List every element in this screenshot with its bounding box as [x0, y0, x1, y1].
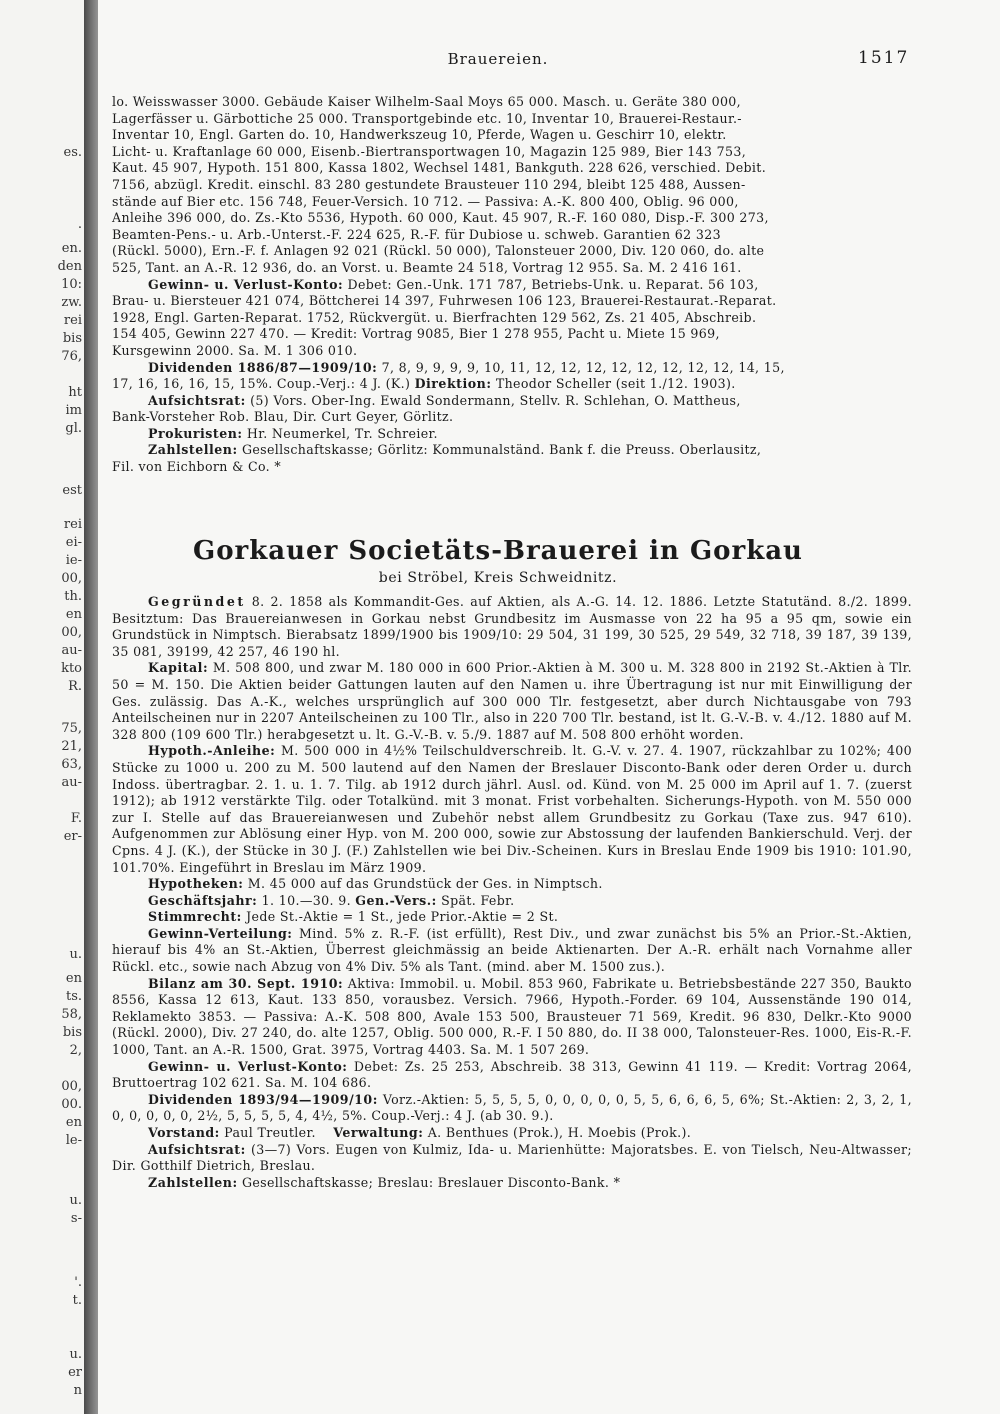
- margin-fragment: th.: [64, 589, 82, 604]
- genvers-text: Spät. Febr.: [436, 892, 515, 908]
- page-number: 1517: [858, 48, 910, 68]
- vorstand-paragraph: [112, 1125, 912, 1142]
- guv-line: Brau- u. Biersteuer 421 074, Böttcherei 14 397, Fuhrwesen 106 123, Brauerei-Restaurat.-Reparat.: [112, 293, 777, 309]
- gewinnverteilung-text: Mind. 5% z. R.-F. (ist erfüllt), Rest Div., und zwar zunächst bis 5% an Prior.-St.-Aktien, hierauf bis 4% an St.-Aktien, Überrest gleichmässig an beide Aktienarten. Der A.-R. erhält nach Vornahme aller Rückl. etc., sowie nach Abzug von 4% Div. 5% als Tant. (mind. aber M. 1500 zus.).: [112, 925, 912, 975]
- aufsichtsrat-label: Aufsichtsrat:: [148, 392, 246, 408]
- previous-page-margin: [0, 0, 88, 1414]
- continued-entry: [112, 94, 912, 476]
- continuation-line: 525, Tant. an A.-R. 12 936, do. an Vorst. u. Beamte 24 518, Vortrag 12 955. Sa. M. 2 416 161.: [112, 259, 742, 275]
- margin-fragment: n: [73, 1383, 82, 1398]
- margin-fragment: gl.: [65, 421, 82, 436]
- bilanz-paragraph: [112, 976, 912, 1059]
- gewinnverteilung-label: Gewinn-Verteilung:: [148, 925, 293, 941]
- margin-fragment: s-: [70, 1211, 82, 1226]
- balance-continuation: [112, 94, 912, 277]
- guv-paragraph: [112, 277, 912, 360]
- bilanz-text: Aktiva: Immobil. u. Mobil. 853 960, Fabrikate u. Betriebsbestände 227 350, Baukto 8556, Kassa 12 613, Kaut. 133 850, vorausbez. Versich. 7966, Hypoth.-Forder. 69 104, Aussenstände 190 014, Reklamekto 3853. — Passiva: A.-K. 508 800, Avale 153 500, Brausteuer 71 569, Kredit. 96 830, Delkr.-Kto 9000 (Rückl. 2000), Div. 27 240, do. alte 1257, Oblig. 500 000, R.-F. I 50 880, do. II 38 000, Talonsteuer-Res. 1000, Eis-R.-F. 1000, Tant. an A.-R. 1500, Grat. 3975, Vortrag 4403. Sa. M. 1 507 269.: [112, 975, 912, 1058]
- continuation-line: Lagerfässer u. Gärbottiche 25 000. Transportgebinde etc. 10, Inventar 10, Brauerei-Restaur.-: [112, 110, 742, 126]
- direktion-text: Theodor Scheller (seit 1./12. 1903).: [491, 376, 736, 392]
- margin-fragment: 75,: [61, 721, 82, 736]
- margin-fragment: 76,: [61, 349, 82, 364]
- geschaeftsjahr-label: Geschäftsjahr:: [148, 892, 258, 908]
- aufsichtsrat-text-2: (3—7) Vors. Eugen von Kulmiz, Ida- u. Marienhütte: Majoratsbes. E. von Tielsch, Neu-Altwasser; Dir. Gotthilf Dietrich, Breslau.: [112, 1141, 912, 1174]
- margin-fragment: 00.: [61, 1097, 82, 1112]
- dividends-paragraph-2: [112, 1092, 912, 1125]
- dividends-line: 7, 8, 9, 9, 9, 9, 10, 11, 12, 12, 12, 12, 12, 12, 12, 12, 14, 15,: [377, 359, 785, 375]
- kapital-paragraph: [112, 660, 912, 743]
- margin-fragment: rei: [63, 517, 82, 532]
- prokuristen-text: Hr. Neumerkel, Tr. Schreier.: [242, 425, 438, 441]
- zahlstellen-text-2: Gesellschaftskasse; Breslau: Breslauer Disconto-Bank. *: [237, 1174, 621, 1190]
- margin-fragment: .: [77, 217, 82, 232]
- zahlstellen-line: Gesellschaftskasse; Görlitz: Kommunalständ. Bank f. die Preuss. Oberlausitz,: [237, 442, 762, 458]
- kapital-text: M. 508 800, und zwar M. 180 000 in 600 Prior.-Aktien à M. 300 u. M. 328 800 in 2192 St.-Aktien à Tlr. 50 = M. 150. Die Aktien beider Gattungen lauten auf den Namen u. ihre Übertragung ist nur mit Einwilligung der Ges. zulässig. Das A.-K., welches ursprünglich auf 300 000 Tlr. festgesetzt, aber durch Nichtausgabe von 793 Anteilscheinen nur in 2207 Anteilscheinen zu 100 Tlr., also in 220 700 Tlr. bestand, ist lt. G.-V.-B. v. 4./12. 1880 auf M. 328 800 (109 600 Tlr.) herabgesetzt u. lt. G.-V.-B. v. 5./9. 1887 auf M. 508 800 erhöht worden.: [112, 660, 912, 742]
- continuation-line: Anleihe 396 000, do. Zs.-Kto 5536, Hypoth. 60 000, Kaut. 45 907, R.-F. 160 080, Disp.-F. 300 273,: [112, 210, 769, 226]
- guv-line: 1928, Engl. Garten-Reparat. 1752, Rückvergüt. u. Bierfrachten 129 562, Zs. 21 405, Abschreib.: [112, 309, 757, 325]
- margin-fragment: R.: [68, 679, 82, 694]
- gewinnverteilung-paragraph: [112, 926, 912, 976]
- guv-label: Gewinn- u. Verlust-Konto:: [148, 276, 344, 292]
- company-subtitle: bei Ströbel, Kreis Schweidnitz.: [378, 570, 618, 586]
- guv-text-2: Debet: Zs. 25 253, Abschreib. 38 313, Gewinn 41 119. — Kredit: Vortrag 2064, Bruttoertrag 102 621. Sa. M. 104 686.: [112, 1058, 912, 1091]
- stimmrecht-text: Jede St.-Aktie = 1 St., jede Prior.-Aktie = 2 St.: [241, 909, 559, 925]
- margin-fragment: kto: [61, 661, 82, 676]
- margin-fragment: er-: [63, 829, 82, 844]
- margin-fragment: ie-: [65, 553, 82, 568]
- hypoth-anleihe-text: M. 500 000 in 4½% Teilschuldverschreib. lt. G.-V. v. 27. 4. 1907, rückzahlbar zu 102%; 400 Stücke zu 1000 u. 200 zu M. 500 lautend auf den Namen der Breslauer Disconto-Bank oder deren Order u. durch Indoss. übertragbar. 2. 1. u. 1. 7. Tilg. ab 1912 durch jährl. Ausl. od. Künd. von M. 25 000 im April auf 1. 7. (zuerst 1912); ab 1912 verstärkte Tilg. oder Totalkünd. mit 3 monat. Frist vorbehalten. Sicherungs-Hypoth. von M. 550 000 zur I. Stelle auf das Brauereianwesen und Zubehör nebst allem Grundbesitz zu Gorkau (Taxe zus. 947 610). Aufgenommen zur Ablösung einer Hyp. von M. 200 000, sowie zur Abstossung der laufenden Bankierschuld. Verj. der Cpns. 4 J. (K.), der Stücke in 30 J. (F.) Zahlstellen wie bei Div.-Scheinen. Kurs in Breslau Ende 1909 bis 1910: 101.90, 101.70%. Eingeführt in Breslau im März 1909.: [112, 743, 912, 875]
- margin-fragment: 10:: [61, 277, 82, 292]
- margin-fragment: bis: [62, 331, 82, 346]
- dividends-label-2: Dividenden 1893/94—1909/10:: [148, 1091, 378, 1107]
- zahlstellen-paragraph-2: [112, 1175, 912, 1192]
- vorstand-text: Paul Treutler.: [219, 1125, 316, 1140]
- margin-fragment: es.: [63, 145, 82, 160]
- margin-fragment: est: [62, 483, 82, 498]
- dividends-label: Dividenden 1886/87—1909/10:: [148, 359, 378, 375]
- vorstand-label: Vorstand:: [148, 1125, 220, 1140]
- bilanz-label: Bilanz am 30. Sept. 1910:: [148, 975, 344, 991]
- margin-fragment: 00,: [61, 571, 82, 586]
- zahlstellen-paragraph: [112, 442, 912, 475]
- hypoth-anleihe-paragraph: [112, 743, 912, 876]
- geschaeftsjahr-text: 1. 10.—30. 9.: [257, 892, 351, 908]
- running-head: Brauereien.: [447, 50, 549, 68]
- aufsichtsrat-label-2: Aufsichtsrat:: [148, 1141, 246, 1157]
- margin-fragment: au-: [61, 643, 82, 658]
- gegruendet-label: Gegründet: [148, 594, 246, 609]
- stimmrecht-paragraph: [112, 909, 912, 926]
- margin-fragment: en: [65, 1115, 82, 1130]
- margin-fragment: au-: [61, 775, 82, 790]
- margin-fragment: 63,: [61, 757, 82, 772]
- margin-fragment: ts.: [65, 989, 82, 1004]
- prokuristen-label: Prokuristen:: [148, 425, 243, 441]
- dividends-line: 17, 16, 16, 16, 15, 15%. Coup.-Verj.: 4 J. (K.): [112, 376, 411, 392]
- company-entry: [112, 594, 912, 1191]
- dividends-paragraph: [112, 360, 912, 393]
- book-page: [98, 0, 1000, 1414]
- guv-line: Debet: Gen.-Unk. 171 787, Betriebs-Unk. u. Reparat. 56 103,: [343, 276, 759, 292]
- margin-fragment: ht: [68, 385, 82, 400]
- dividends-text-2: Vorz.-Aktien: 5, 5, 5, 5, 0, 0, 0, 0, 0, 5, 5, 6, 6, 6, 5, 6%; St.-Aktien: 2, 3, 2, 1, 0, 0, 0, 0, 0, 2½, 5, 5, 5, 5, 4, 4½, 5%. Coup.-Verj.: 4 J. (ab 30. 9.).: [112, 1091, 912, 1124]
- hypotheken-text: M. 45 000 auf das Grundstück der Ges. in Nimptsch.: [243, 876, 603, 892]
- zahlstellen-label: Zahlstellen:: [148, 442, 238, 458]
- zahlstellen-label-2: Zahlstellen:: [148, 1174, 238, 1190]
- margin-fragment: F.: [70, 811, 82, 826]
- margin-fragment: u.: [69, 1193, 82, 1208]
- aufsichtsrat-line: Bank-Vorsteher Rob. Blau, Dir. Curt Geyer, Görlitz.: [112, 409, 454, 425]
- guv-label-2: Gewinn- u. Verlust-Konto:: [148, 1058, 348, 1074]
- gegruendet-paragraph: [112, 594, 912, 660]
- hypotheken-label: Hypotheken:: [148, 876, 244, 892]
- continuation-line: Kaut. 45 907, Hypoth. 151 800, Kassa 1802, Wechsel 1481, Bankguth. 228 626, verschied. Debit.: [112, 160, 767, 176]
- margin-fragment: 00,: [61, 1079, 82, 1094]
- margin-fragment: le-: [65, 1133, 82, 1148]
- continuation-line: (Rückl. 5000), Ern.-F. f. Anlagen 92 021 (Rückl. 50 000), Talonsteuer 2000, Div. 120 060, do. alte: [112, 243, 765, 259]
- hypoth-anleihe-label: Hypoth.-Anleihe:: [148, 743, 276, 759]
- margin-fragment: zw.: [61, 295, 82, 310]
- margin-fragment: den: [57, 259, 82, 274]
- margin-fragment: rei: [63, 313, 82, 328]
- continuation-line: Beamten-Pens.- u. Arb.-Unterst.-F. 224 625, R.-F. für Dubiose u. schweb. Garantien 62 323: [112, 226, 721, 242]
- continuation-line: 7156, abzügl. Kredit. einschl. 83 280 gestundete Brausteuer 110 294, bleibt 125 488, Aussen-: [112, 176, 746, 192]
- margin-fragment: bis: [62, 1025, 82, 1040]
- margin-fragment: 00,: [61, 625, 82, 640]
- continuation-line: lo. Weisswasser 3000. Gebäude Kaiser Wilhelm-Saal Moys 65 000. Masch. u. Geräte 380 000,: [112, 94, 742, 109]
- kapital-label: Kapital:: [148, 660, 209, 676]
- genvers-label: Gen.-Vers.:: [355, 892, 437, 908]
- zahlstellen-line: Fil. von Eichborn & Co. *: [112, 459, 282, 475]
- hypotheken-paragraph: [112, 876, 912, 893]
- geschaeftsjahr-paragraph: [112, 893, 912, 910]
- aufsichtsrat-paragraph: [112, 393, 912, 426]
- prokuristen-paragraph: [112, 426, 912, 443]
- stimmrecht-label: Stimmrecht:: [148, 909, 242, 925]
- margin-fragment: ei-: [65, 535, 82, 550]
- margin-fragment: im: [65, 403, 82, 418]
- margin-fragment: 21,: [61, 739, 82, 754]
- verwaltung-text: A. Benthues (Prok.), H. Moebis (Prok.).: [423, 1125, 692, 1140]
- continuation-line: Inventar 10, Engl. Garten do. 10, Handwerkszeug 10, Pferde, Wagen u. Geschirr 10, elektr.: [112, 127, 727, 143]
- guv-line: 154 405, Gewinn 227 470. — Kredit: Vortrag 9085, Bier 1 278 955, Pacht u. Miete 15 969,: [112, 326, 720, 342]
- margin-fragment: en: [65, 607, 82, 622]
- aufsichtsrat-line: (5) Vors. Ober-Ing. Ewald Sondermann, Stellv. R. Schlehan, O. Mattheus,: [245, 392, 741, 408]
- margin-fragment: '.: [74, 1275, 82, 1290]
- company-title: Gorkauer Societäts-Brauerei in Gorkau: [193, 536, 803, 566]
- continuation-line: stände auf Bier etc. 156 748, Feuer-Versich. 10 712. — Passiva: A.-K. 800 400, Oblig. 96 000,: [112, 193, 739, 209]
- margin-fragment: er: [68, 1365, 82, 1380]
- margin-fragment: u.: [69, 947, 82, 962]
- margin-fragment: 2,: [69, 1043, 82, 1058]
- continuation-line: Licht- u. Kraftanlage 60 000, Eisenb.-Biertransportwagen 10, Magazin 125 989, Bier 143 753,: [112, 143, 747, 159]
- continuation-paragraph: [112, 94, 912, 277]
- aufsichtsrat-paragraph-2: [112, 1142, 912, 1175]
- margin-fragment: t.: [72, 1293, 82, 1308]
- guv-paragraph-2: [112, 1059, 912, 1092]
- margin-fragment: en: [65, 971, 82, 986]
- margin-fragment: en.: [61, 241, 82, 256]
- gegruendet-text: 8. 2. 1858 als Kommandit-Ges. auf Aktien, als A.-G. 14. 12. 1886. Letzte Statutänd. 8./2. 1899. Besitztum: Das Brauereianwesen in Gorkau nebst Grundbesitz im Ausmasse von 22 ha 95 a 95 qm, sowie ein Grundstück in Nimptsch. Bierabsatz 1899/1900 bis 1909/10: 29 504, 31 199, 30 525, 29 549, 32 718, 39 187, 39 139, 35 081, 39199, 42 257, 46 190 hl.: [112, 594, 912, 659]
- margin-fragment: u.: [69, 1347, 82, 1362]
- verwaltung-label: Verwaltung:: [333, 1125, 424, 1140]
- guv-line: Kursgewinn 2000. Sa. M. 1 306 010.: [112, 342, 358, 358]
- margin-fragment: 58,: [61, 1007, 82, 1022]
- direktion-label: Direktion:: [414, 376, 492, 392]
